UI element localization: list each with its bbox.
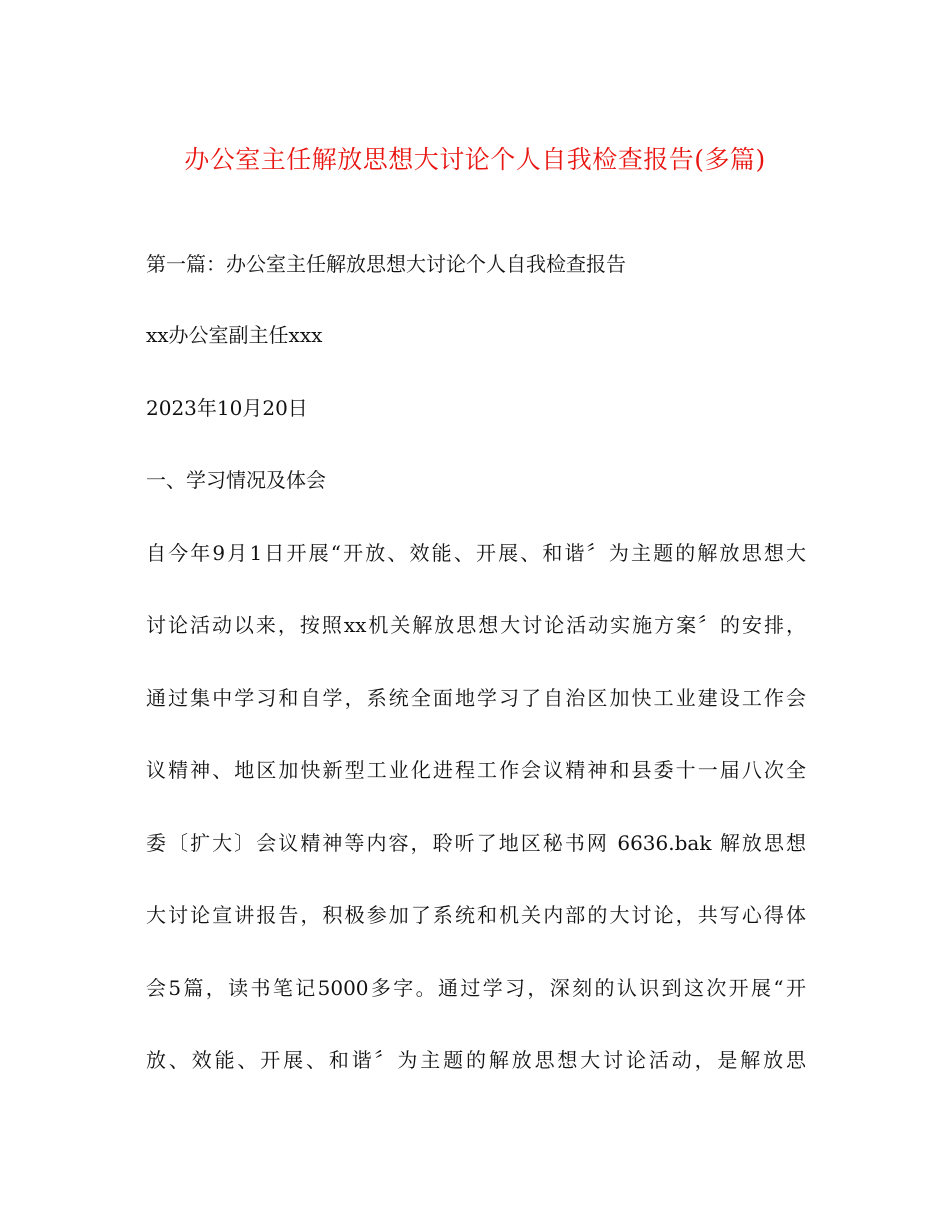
paragraph-line: 大讨论宣讲报告，积极参加了系统和机关内部的大讨论，共写心得体: [146, 903, 806, 927]
date-line: 2023年10月20日: [146, 396, 308, 420]
document-title: 办公室主任解放思想大讨论个人自我检查报告(多篇): [184, 145, 766, 174]
paragraph-line: 议精神、地区加快新型工业化进程工作会议精神和县委十一届八次全: [146, 758, 806, 782]
paragraph-line: 放、效能、开展、和谐〞为主题的解放思想大讨论活动，是解放思: [146, 1048, 806, 1072]
author-line: xx办公室副主任xxx: [146, 323, 323, 347]
paragraph-line: 通过集中学习和自学，系统全面地学习了自治区加快工业建设工作会: [146, 686, 806, 710]
section-heading: 第一篇：办公室主任解放思想大讨论个人自我检查报告: [146, 252, 626, 276]
subheading: 一、学习情况及体会: [146, 468, 326, 492]
paragraph-line: 会5篇，读书笔记5000多字。通过学习，深刻的认识到这次开展“开: [146, 976, 806, 1000]
paragraph-line: 讨论活动以来，按照xx机关解放思想大讨论活动实施方案〞的安排，: [146, 613, 806, 637]
paragraph-line: 委〔扩大〕会议精神等内容，聆听了地区秘书网 6636.bak 解放思想: [146, 831, 806, 855]
paragraph-line: 自今年9月1日开展“开放、效能、开展、和谐〞为主题的解放思想大: [146, 541, 806, 565]
